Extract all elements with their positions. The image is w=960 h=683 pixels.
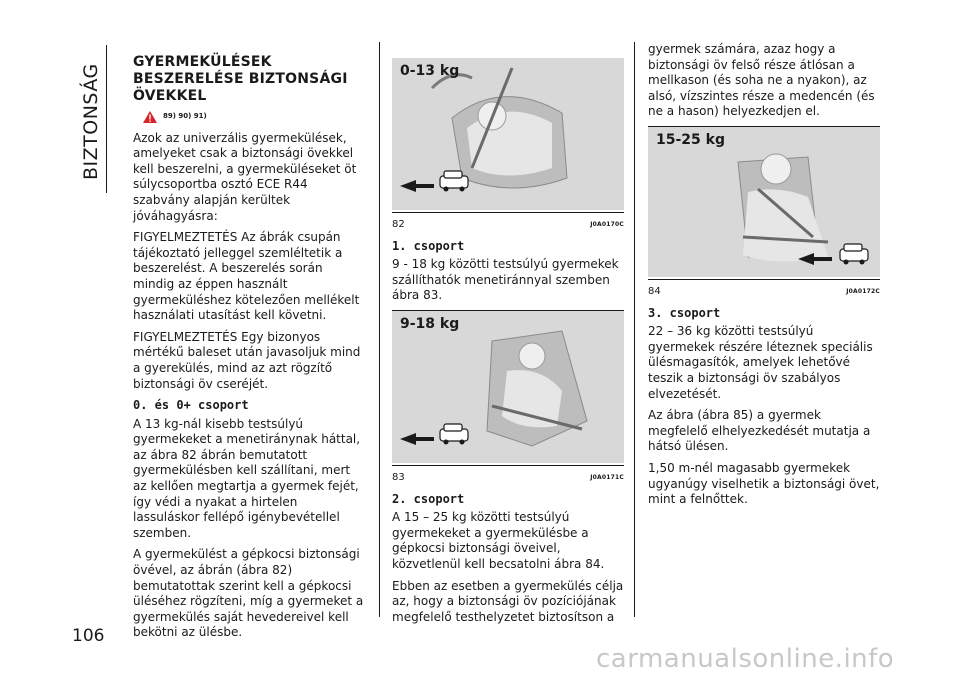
subheading-group-0: 0. és 0+ csoport — [133, 398, 249, 413]
subheading-group-1: 1. csoport — [392, 238, 465, 253]
subheading-group-3: 3. csoport — [648, 305, 721, 320]
paragraph: 1,50 m-nél magasabb gyermekek ugyanúgy viselhetik a biztonsági övet, mint a felnőttek. — [648, 460, 880, 507]
page-number: 106 — [72, 626, 105, 646]
figure-number: 84 — [648, 285, 661, 297]
subheading-group-2: 2. csoport — [392, 491, 465, 506]
figure-83 — [392, 311, 624, 463]
column-divider — [634, 42, 635, 617]
column-1 — [133, 42, 365, 647]
paragraph: 9 - 18 kg közötti testsúlyú gyermekek szállíthatók menetiránnyal szemben ábra 83. — [392, 257, 619, 303]
warning-ref-numbers: 89) 90) 91) — [163, 112, 207, 120]
paragraph: FIGYELMEZTETÉS Az ábrák csupán tájékoztató jelleggel szemléltetik a beszerelést. A beszerelés során mindig az éppen használt gyermeküléshez kötelezően mellékelt használati utasítást kell követni. — [133, 230, 360, 323]
section-title: GYERMEKÜLÉSEK BESZERELÉSE BIZTONSÁGI ÖVEKKEL — [133, 54, 348, 104]
paragraph: gyermek számára, azaz hogy a biztonsági öv felső része átlósan a mellkason (és soha ne a nyakon), az alsó, vízszintes része a medencén (és ne a hason) helyezkedjen el. — [648, 42, 875, 119]
side-section-title: BIZTONSÁG — [80, 63, 102, 180]
paragraph: Az ábra (ábra 85) a gyermek megfelelő elhelyezkedését mutatja a hátsó ülésen. — [648, 408, 871, 454]
figure-caption — [392, 470, 624, 486]
figure-number: 83 — [392, 471, 405, 483]
figure-code: J0A0170C — [590, 221, 624, 228]
figure-code: J0A0172C — [846, 287, 880, 295]
figure-number: 82 — [392, 219, 405, 230]
infant-seat-illustration — [392, 58, 624, 210]
figure-caption — [392, 217, 624, 233]
side-rule — [106, 45, 107, 193]
paragraph: FIGYELMEZTETÉS Egy bizonyos mértékű baleset után javasoljuk mind a gyerekülés, mind az azt rögzítő biztonsági öv cseréjét. — [133, 329, 361, 391]
column-2 — [392, 58, 624, 631]
paragraph: 22 – 36 kg közötti testsúlyú gyermekek részére léteznek speciális ülésmagasítók, amelyek lehetővé teszik a biztonsági öv szabályos elvezetését. — [648, 324, 873, 401]
figure-weight-label: 0-13 kg — [400, 63, 460, 79]
figure-82 — [392, 58, 624, 210]
column-divider — [379, 42, 380, 617]
toddler-seat-illustration — [392, 311, 624, 463]
figure-rule — [392, 465, 624, 466]
watermark: carmanualsonline.info — [596, 644, 895, 674]
paragraph: A 13 kg-nál kisebb testsúlyú gyermekeket a menetiránynak háttal, az ábra 82 ábrán bemutatott gyermekülésben kell szállítani, mert az kellően megtartja a gyermek fejét, így védi a nyakat a hirtelen lassuláskor fellépő igénybevétellel szemben. — [133, 416, 361, 540]
paragraph: A 15 – 25 kg közötti testsúlyú gyermekeket a gyermekülésbe a gépkocsi biztonsági öveivel, közvetlenül kell becsatolni ábra 84. — [392, 510, 605, 571]
warning-references — [143, 109, 365, 125]
column-3 — [648, 42, 880, 514]
figure-weight-label: 9-18 kg — [400, 315, 460, 332]
figure-weight-label: 15-25 kg — [656, 131, 725, 148]
paragraph: A gyermekülést a gépkocsi biztonsági övével, az ábrán (ábra 82) bemutatottak szerint kell a gépkocsi üléséhez rögzíteni, míg a gyermeket a gyermekülés saját hevedereivel kell bekötni az ülésbe. — [133, 547, 364, 640]
paragraph: Ebben az esetben a gyermekülés célja az, hogy a biztonsági öv pozíciójának megfelelő testhelyzetet biztosítson a — [392, 578, 624, 624]
figure-rule — [392, 212, 624, 213]
paragraph: Azok az univerzális gyermekülések, amelyeket csak a biztonsági övekkel kell beszerelni, a gyermeküléseket öt súlycsoportba osztó ECE R44 szabvány alapján kerültek jóváhagyásra: — [133, 130, 357, 223]
figure-84 — [648, 127, 880, 277]
figure-caption — [648, 284, 880, 300]
figure-code: J0A0171C — [590, 473, 624, 481]
warning-triangle-icon — [143, 111, 157, 123]
booster-seat-illustration — [648, 127, 880, 277]
figure-rule — [648, 279, 880, 280]
